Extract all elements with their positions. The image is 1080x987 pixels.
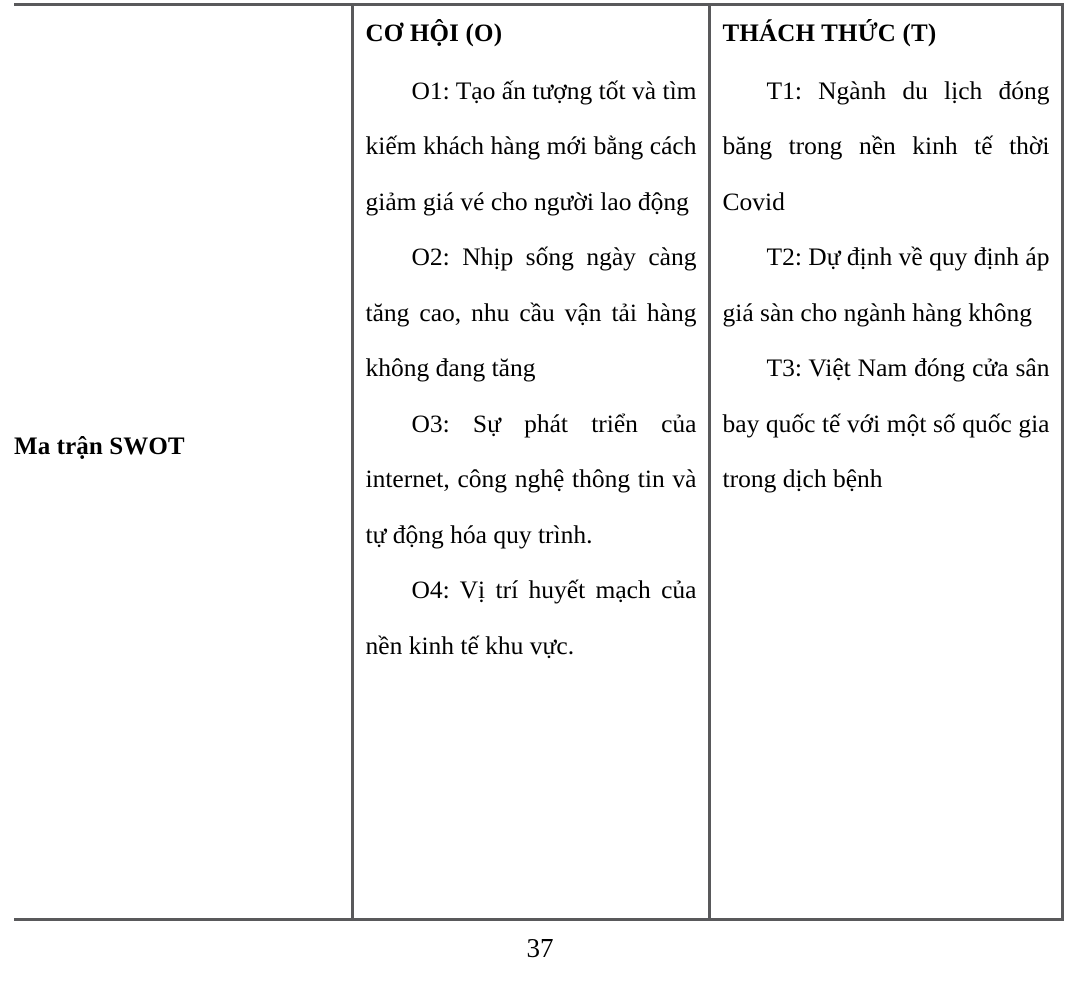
opportunity-item-o2: O2: Nhịp sống ngày càng tăng cao, nhu cầu vận tải hàng không đang tăng [365, 242, 697, 383]
threat-item-t1: T1: Ngành du lịch đóng băng trong nền kinh tế thời Covid [722, 75, 1050, 216]
page-number: 37 [526, 933, 554, 963]
swot-matrix-table [14, 3, 1064, 921]
swot-label-cell [14, 5, 352, 920]
opportunities-cell [352, 5, 709, 920]
matrix-title: Ma trận SWOT [14, 433, 185, 460]
threat-item-t2: T2: Dự định về quy định áp giá sàn cho ngành hàng không [722, 242, 1050, 327]
threats-cell [709, 5, 1062, 920]
opportunities-heading: CƠ HỘI (O) [365, 20, 503, 47]
table-row [14, 5, 1062, 920]
threat-item-t3: T3: Việt Nam đóng cửa sân bay quốc tế với một số quốc gia trong dịch bệnh [722, 353, 1050, 494]
threats-heading: THÁCH THỨC (T) [722, 20, 937, 47]
opportunity-item-o4: O4: Vị trí huyết mạch của nền kinh tế khu vực. [365, 575, 697, 660]
opportunity-item-o1: O1: Tạo ấn tượng tốt và tìm kiếm khách hàng mới bằng cách giảm giá vé cho người lao động [365, 75, 697, 216]
opportunity-item-o3: O3: Sự phát triển của internet, công nghệ thông tin và tự động hóa quy trình. [365, 408, 697, 549]
